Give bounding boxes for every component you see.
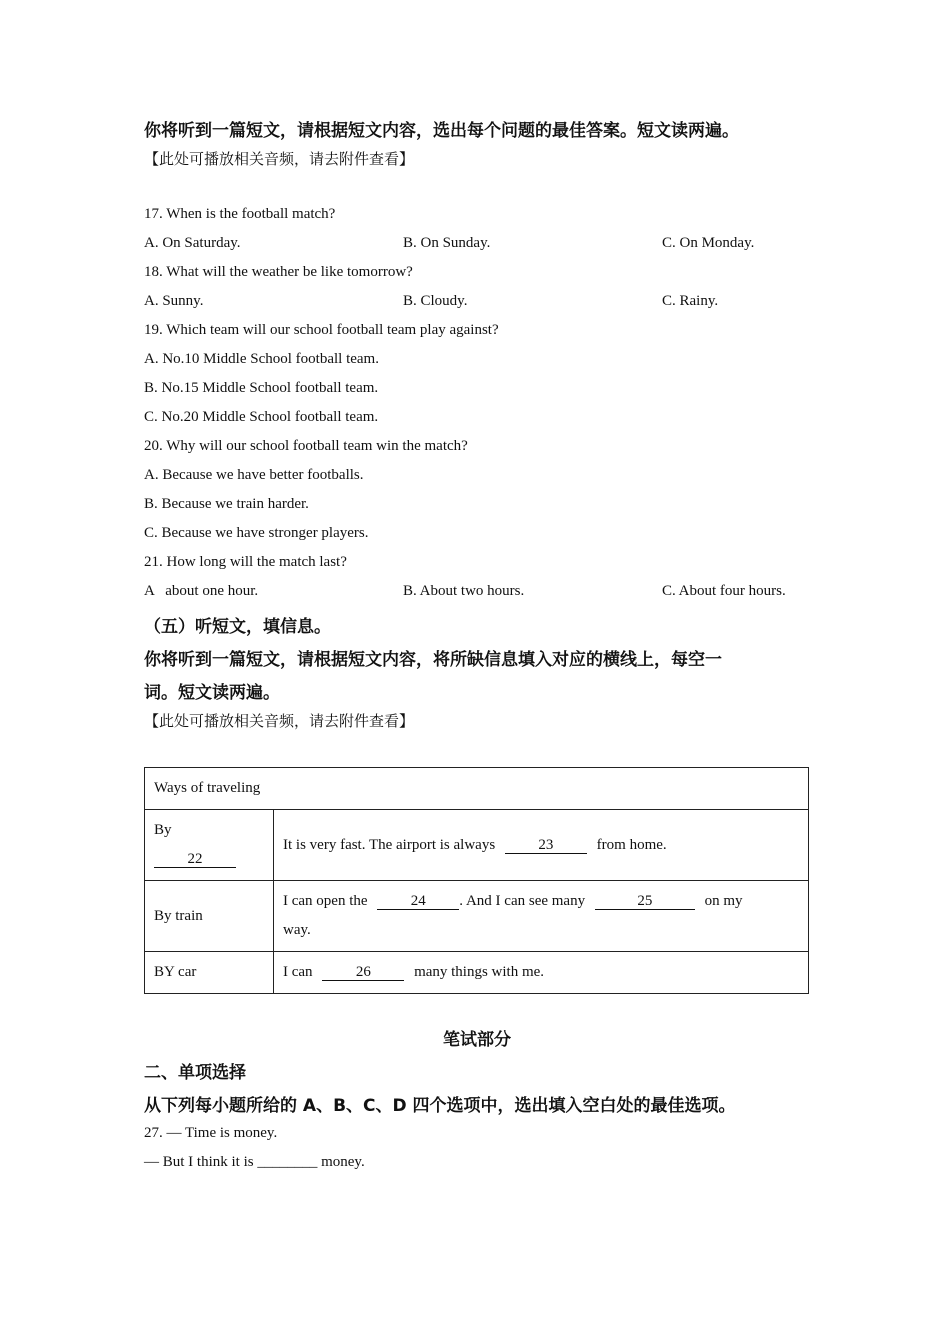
blank-22[interactable]: 22 [154,851,236,868]
q17-option-b: B. On Sunday. [403,235,491,251]
question-21: 21. How long will the match last? [144,554,347,570]
row2-text2: . And I can see many [459,893,586,909]
travel-info-table [144,767,809,994]
q19-option-a: A. No.10 Middle School football team. [144,351,379,367]
row3-text2: many things with me. [414,964,545,980]
section-title-5: （五）听短文，填信息。 [144,617,331,637]
fill-instruction-line1: 你将听到一篇短文，请根据短文内容，将所缺信息填入对应的横线上，每空一 [144,650,722,670]
q20-option-b: B. Because we train harder. [144,496,309,512]
row3-text1: I can [283,964,313,980]
q17-option-c: C. On Monday. [662,235,755,251]
row1-text-after: from home. [596,836,667,853]
table-row [145,768,809,810]
question-18: 18. What will the weather be like tomorrow? [144,264,413,280]
question-27-line2: — But I think it is ________ money. [144,1154,365,1170]
q20-option-c: C. Because we have stronger players. [144,525,369,541]
row1-label: By [154,822,172,838]
blank-23[interactable]: 23 [505,837,587,854]
q19-option-b: B. No.15 Middle School football team. [144,380,379,396]
question-19: 19. Which team will our school football team play against? [144,322,499,338]
blank-26[interactable]: 26 [322,964,404,981]
q18-option-a: A. Sunny. [144,293,204,309]
fill-instruction-line2: 词。短文读两遍。 [144,683,280,703]
q18-option-b: B. Cloudy. [403,293,468,309]
table-header: Ways of traveling [145,768,809,810]
row2-content-cell [274,881,809,952]
row3-content-cell [274,952,809,994]
row2-text4: way. [283,922,311,938]
table-row [145,952,809,994]
q21-option-b: B. About two hours. [403,583,525,599]
table-row [145,810,809,881]
row2-label: By train [145,881,274,952]
audio-note-2[interactable]: 【此处可播放相关音频，请去附件查看】 [144,712,415,730]
written-part-title: 笔试部分 [443,1030,511,1050]
blank-25[interactable]: 25 [595,893,695,910]
row1-text-before: It is very fast. The airport is always [283,836,496,853]
row1-label-cell [145,810,274,881]
audio-note[interactable]: 【此处可播放相关音频，请去附件查看】 [144,150,415,168]
row2-text3: on my [704,893,743,909]
row1-content-cell [274,810,809,881]
row2-text1: I can open the [283,893,368,909]
row3-label: BY car [145,952,274,994]
q21-option-a: A about one hour. [144,583,259,599]
blank-24[interactable]: 24 [377,893,459,910]
q17-option-a: A. On Saturday. [144,235,241,251]
question-27-line1: 27. — Time is money. [144,1125,278,1141]
q21-option-c: C. About four hours. [662,583,786,599]
question-17: 17. When is the football match? [144,206,336,222]
section-title-2: 二、单项选择 [144,1063,246,1083]
listening-instruction: 你将听到一篇短文，请根据短文内容，选出每个问题的最佳答案。短文读两遍。 [144,121,739,141]
multiple-choice-instruction: 从下列每小题所给的 A、B、C、D 四个选项中，选出填入空白处的最佳选项。 [144,1096,736,1116]
q19-option-c: C. No.20 Middle School football team. [144,409,379,425]
table-row [145,881,809,952]
q18-option-c: C. Rainy. [662,293,719,309]
q20-option-a: A. Because we have better footballs. [144,467,364,483]
question-20: 20. Why will our school football team win the match? [144,438,468,454]
